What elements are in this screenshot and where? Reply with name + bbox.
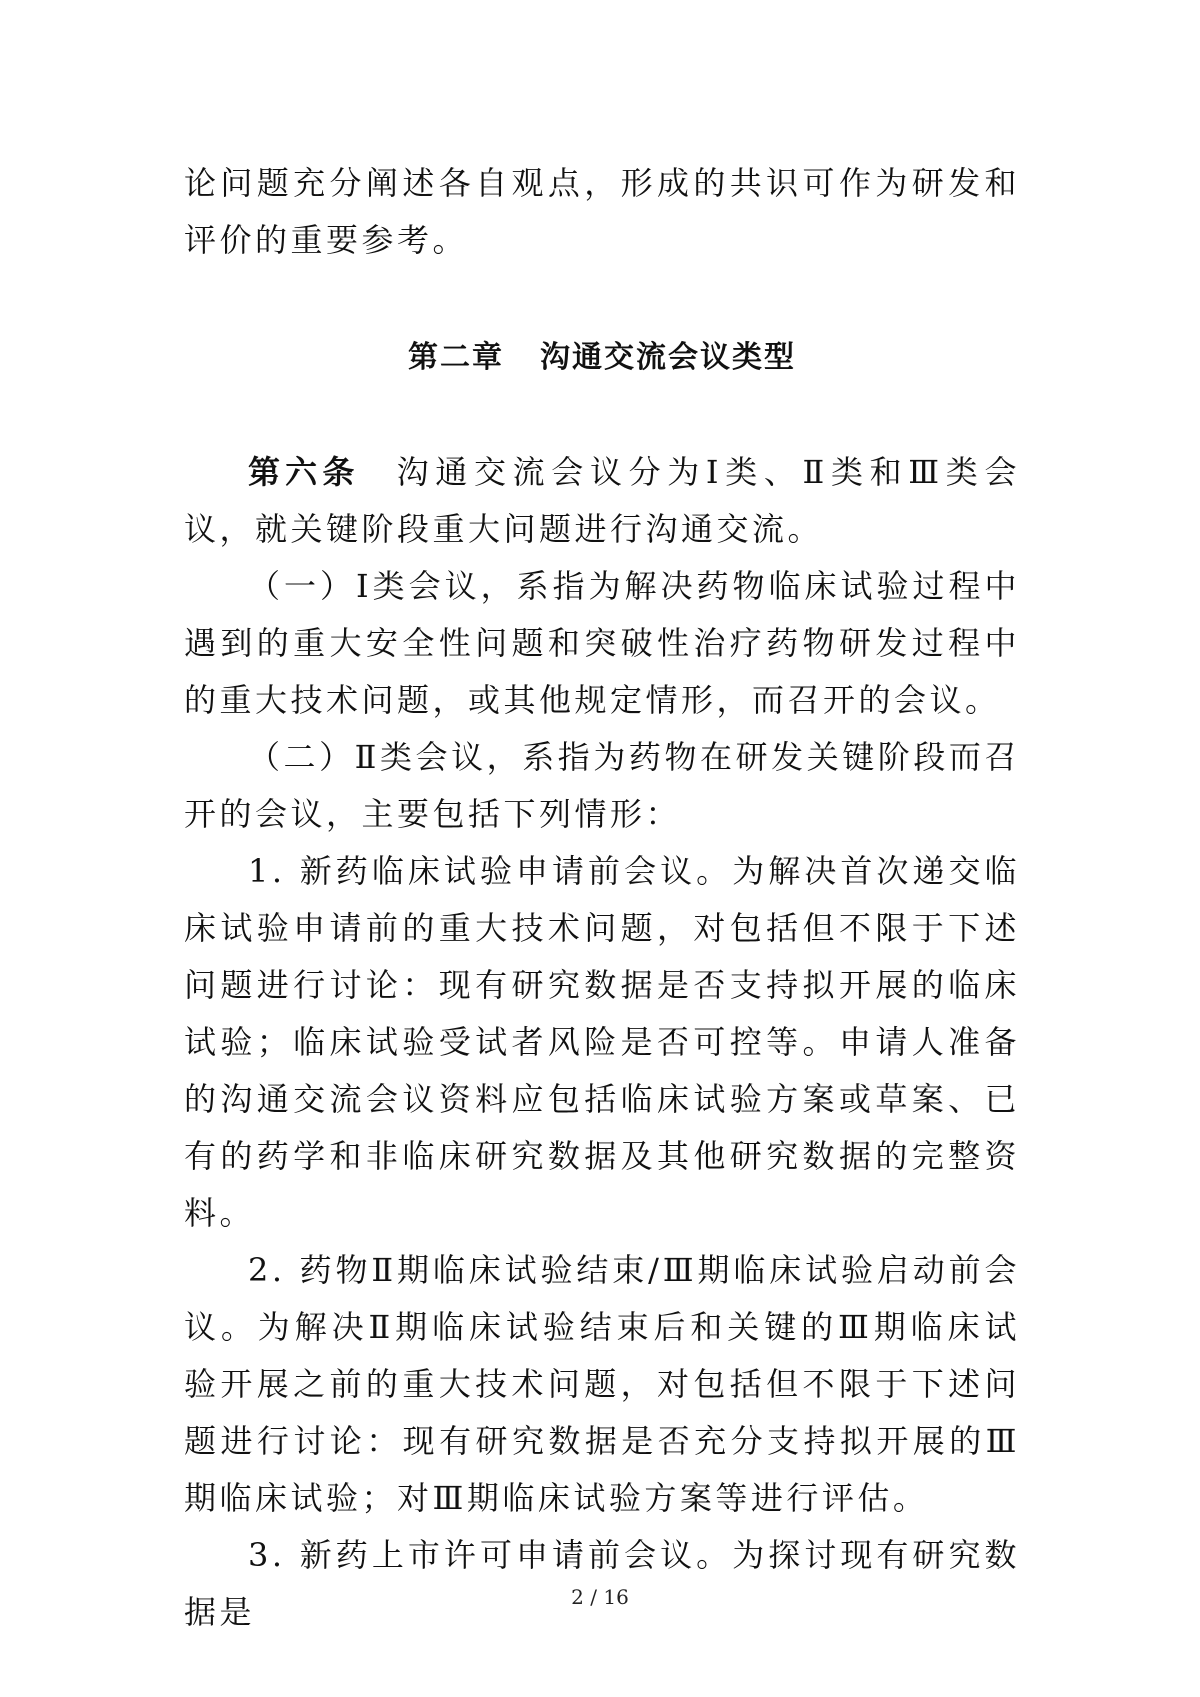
article-text: 沟通交流会议分为Ⅰ类、Ⅱ类和Ⅲ类会议，就关键阶段重大问题进行沟通交流。 [184,453,1020,548]
article-label: 第六条 [248,453,360,491]
page-number: 2 / 16 [571,1585,629,1609]
paragraph-item-1: 1. 新药临床试验申请前会议。为解决首次递交临床试验申请前的重大技术问题，对包括但不限于下述问题进行讨论：现有研究数据是否支持拟开展的临床试验；临床试验受试者风险是否可控等。申请人准备的沟通交流会议资料应包括临床试验方案或草案、已有的药学和非临床研究数据及其他研究数据的完整资料。 [184,852,1020,1232]
paragraph-item-3: 3. 新药上市许可申请前会议。为探讨现有研究数据是 [184,1536,1020,1631]
paragraph-item-class-one: （一）Ⅰ类会议，系指为解决药物临床试验过程中遇到的重大安全性问题和突破性治疗药物研发过程中的重大技术问题，或其他规定情形，而召开的会议。 [184,567,1020,719]
document-body [184,155,1020,1641]
chapter-number: 第二章 [408,340,504,375]
paragraph-item-class-two: （二）Ⅱ类会议，系指为药物在研发关键阶段而召开的会议，主要包括下列情形： [184,738,1020,833]
paragraph-item-2: 2. 药物Ⅱ期临床试验结束/Ⅲ期临床试验启动前会议。为解决Ⅱ期临床试验结束后和关键的Ⅲ期临床试验开展之前的重大技术问题，对包括但不限于下述问题进行讨论：现有研究数据是否充分支持拟开展的Ⅲ期临床试验；对Ⅲ期临床试验方案等进行评估。 [184,1251,1020,1517]
chapter-heading [184,329,1020,386]
article-paragraph [184,444,1020,558]
paragraph-continuation: 论问题充分阐述各自观点，形成的共识可作为研发和评价的重要参考。 [184,164,1020,259]
chapter-title: 沟通交流会议类型 [540,340,796,375]
